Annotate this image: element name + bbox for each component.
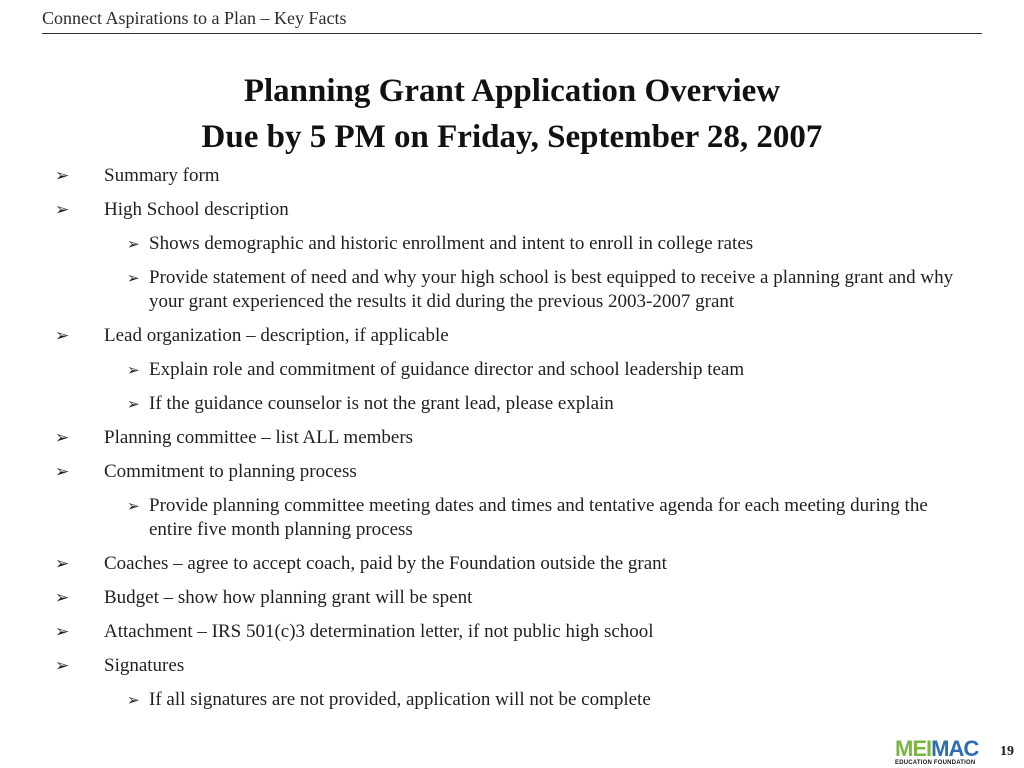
bullet-planning-committee [0, 426, 1024, 450]
bullet-text: Shows demographic and historic enrollment and intent to enroll in college rates [149, 233, 754, 254]
bullet-text: Provide planning committee meeting dates and times and tentative agenda for each meeting during the entire five month planning process [149, 495, 928, 540]
bullet-text: Signatures [104, 655, 185, 676]
bullet-arrow-icon: ➢ [127, 691, 140, 709]
bullet-list [0, 164, 1024, 722]
bullet-arrow-icon: ➢ [55, 428, 70, 448]
bullet-text: Explain role and commitment of guidance director and school leadership team [149, 359, 745, 380]
bullet-text: If the guidance counselor is not the grant lead, please explain [149, 393, 614, 414]
slide-title [0, 68, 1024, 160]
bullet-arrow-icon: ➢ [55, 166, 70, 186]
bullet-arrow-icon: ➢ [127, 395, 140, 413]
bullet-arrow-icon: ➢ [55, 656, 70, 676]
bullet-arrow-icon: ➢ [127, 235, 140, 253]
bullet-arrow-icon: ➢ [55, 326, 70, 346]
bullet-text: Attachment – IRS 501(c)3 determination letter, if not public high school [104, 621, 654, 642]
logo-wordmark: MEIMAC [895, 736, 979, 761]
bullet-text: Summary form [104, 165, 220, 186]
meimac-logo [895, 738, 983, 766]
bullet-signatures [0, 654, 1024, 678]
bullet-text: High School description [104, 199, 289, 220]
bullet-budget [0, 586, 1024, 610]
bullet-arrow-icon: ➢ [55, 588, 70, 608]
bullet-text: Lead organization – description, if applicable [104, 325, 449, 346]
page-number: 19 [1000, 744, 1014, 759]
bullet-arrow-icon: ➢ [55, 462, 70, 482]
bullet-arrow-icon: ➢ [127, 269, 140, 287]
bullet-arrow-icon: ➢ [55, 622, 70, 642]
sub-bullet-meeting-dates [0, 494, 969, 542]
bullet-arrow-icon: ➢ [127, 361, 140, 379]
bullet-arrow-icon: ➢ [55, 554, 70, 574]
title-line-2: Due by 5 PM on Friday, September 28, 2007 [201, 119, 823, 155]
bullet-lead-organization [0, 324, 1024, 348]
title-line-1: Planning Grant Application Overview [243, 73, 781, 109]
bullet-text: Budget – show how planning grant will be spent [104, 587, 473, 608]
slide-header: Connect Aspirations to a Plan – Key Facts [42, 8, 982, 34]
sub-bullet-demographics [0, 232, 969, 256]
bullet-text: Coaches – agree to accept coach, paid by the Foundation outside the grant [104, 553, 667, 574]
bullet-text: If all signatures are not provided, application will not be complete [149, 689, 651, 710]
sub-bullet-counselor-lead [0, 392, 969, 416]
bullet-text: Planning committee – list ALL members [104, 427, 414, 448]
sub-bullet-signatures-incomplete [0, 688, 969, 712]
bullet-high-school-description [0, 198, 1024, 222]
logo-subtitle: EDUCATION FOUNDATION [895, 760, 976, 766]
bullet-summary-form [0, 164, 1024, 188]
bullet-text: Provide statement of need and why your high school is best equipped to receive a planning grant and why your grant experienced the results it did during the previous 2003-2007 grant [149, 267, 954, 312]
sub-bullet-statement-of-need [0, 266, 969, 314]
sub-bullet-guidance-role [0, 358, 969, 382]
bullet-text: Commitment to planning process [104, 461, 357, 482]
bullet-arrow-icon: ➢ [55, 200, 70, 220]
bullet-coaches [0, 552, 1024, 576]
bullet-commitment-planning [0, 460, 1024, 484]
bullet-arrow-icon: ➢ [127, 497, 140, 515]
bullet-attachment [0, 620, 1024, 644]
